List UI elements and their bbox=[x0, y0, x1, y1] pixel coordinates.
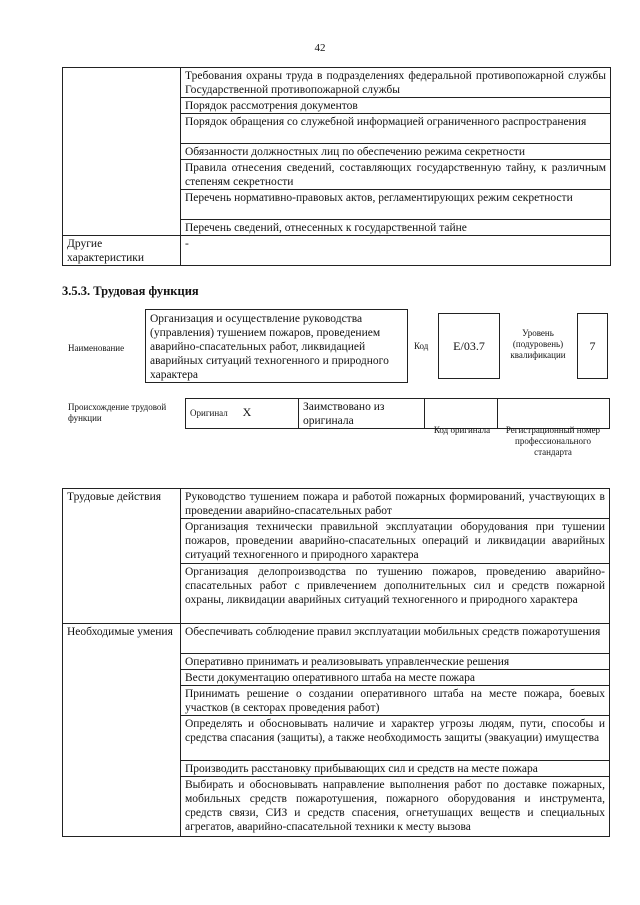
table-row: Вести документацию оперативного штаба на месте пожара bbox=[181, 670, 610, 686]
reg-number-cell bbox=[498, 399, 610, 429]
table-row: Правила отнесения сведений, составляющих государственную тайну, к различным степеням секретности bbox=[181, 160, 611, 190]
level-box bbox=[577, 313, 608, 379]
table-row: Организация технически правильной эксплуатации оборудования при тушении пожаров, проведении аварийно-спасательных операций и ликвидации аварийных ситуаций техногенного и природного характера bbox=[181, 519, 610, 564]
table-row: Обеспечивать соблюдение правил эксплуатации мобильных средств пожаротушения bbox=[181, 624, 610, 654]
empty-label-cell bbox=[63, 68, 181, 236]
table-row: Руководство тушением пожара и работой пожарных формирований, участвующих в проведении аварийно-спасательных работ bbox=[181, 489, 610, 519]
level-value: 7 bbox=[589, 339, 596, 353]
page-number: 42 bbox=[314, 42, 326, 54]
function-name-value: Организация и осуществление руководства (управления) тушением пожаров, проведением аварийно-спасательных работ, ликвидацией аварийных ситуаций техногенного и природного характера bbox=[150, 313, 389, 381]
top-table bbox=[62, 67, 611, 266]
skills-label: Необходимые умения bbox=[63, 624, 181, 837]
table-row: Требования охраны труда в подразделениях федеральной противопожарной службы Государственной противопожарной службы bbox=[181, 68, 611, 98]
other-characteristics-label: Другие характеристики bbox=[63, 236, 181, 266]
table-row: Принимать решение о создании оперативного штаба на месте пожара, боевых участков (в секторах проведения работ) bbox=[181, 686, 610, 716]
function-name-box bbox=[145, 309, 408, 383]
original-cell bbox=[186, 399, 299, 429]
name-label: Наименование bbox=[68, 343, 125, 353]
code-box bbox=[438, 313, 500, 379]
section-heading: 3.5.3. Трудовая функция bbox=[62, 284, 199, 298]
table-row: Порядок рассмотрения документов bbox=[181, 98, 611, 114]
other-characteristics-value: - bbox=[181, 236, 611, 266]
table-row: Оперативно принимать и реализовывать управленческие решения bbox=[181, 654, 610, 670]
original-label: Оригинал bbox=[190, 408, 228, 418]
code-original-cell bbox=[425, 399, 498, 429]
table-row: Организация делопроизводства по тушению пожаров, проведению аварийно-спасательных работ с привлечением дополнительных сил и средств пожарной охраны, ликвидации аварийных ситуаций техногенного и природного характера bbox=[181, 564, 610, 624]
code-label: Код bbox=[414, 341, 429, 351]
actions-label: Трудовые действия bbox=[63, 489, 181, 624]
table-row: Перечень сведений, отнесенных к государственной тайне bbox=[181, 220, 611, 236]
borrowed-label: Заимствовано из оригинала bbox=[299, 399, 425, 429]
table-row: Обязанности должностных лиц по обеспечению режима секретности bbox=[181, 144, 611, 160]
code-value: Е/03.7 bbox=[453, 339, 485, 353]
table-row: Перечень нормативно-правовых актов, регламентирующих режим секретности bbox=[181, 190, 611, 220]
level-label: Уровень (подуровень) квалификации bbox=[510, 328, 566, 360]
table-row: Порядок обращения со служебной информацией ограниченного распространения bbox=[181, 114, 611, 144]
main-table bbox=[62, 488, 610, 837]
code-original-label: Код оригинала bbox=[433, 425, 491, 435]
original-mark: X bbox=[242, 405, 252, 419]
origin-label: Происхождение трудовой функции bbox=[68, 402, 167, 423]
table-row: Производить расстановку прибывающих сил и средств на месте пожара bbox=[181, 761, 610, 777]
table-row: Выбирать и обосновывать направление выполнения работ по доставке пожарных, мобильных средств пожаротушения, пожарного оборудования и инструмента, средств связи, СИЗ и средств спасения, огнетушащих веществ и специальных агрегатов, аварийно-спасательной техники к месту вызова bbox=[181, 777, 610, 837]
table-row: Определять и обосновывать наличие и характер угрозы людям, пути, способы и средства спасания (защиты), а также необходимость защиты (эвакуации) имущества bbox=[181, 716, 610, 761]
reg-number-label: Регистрационный номер профессионального стандарта bbox=[505, 425, 601, 457]
